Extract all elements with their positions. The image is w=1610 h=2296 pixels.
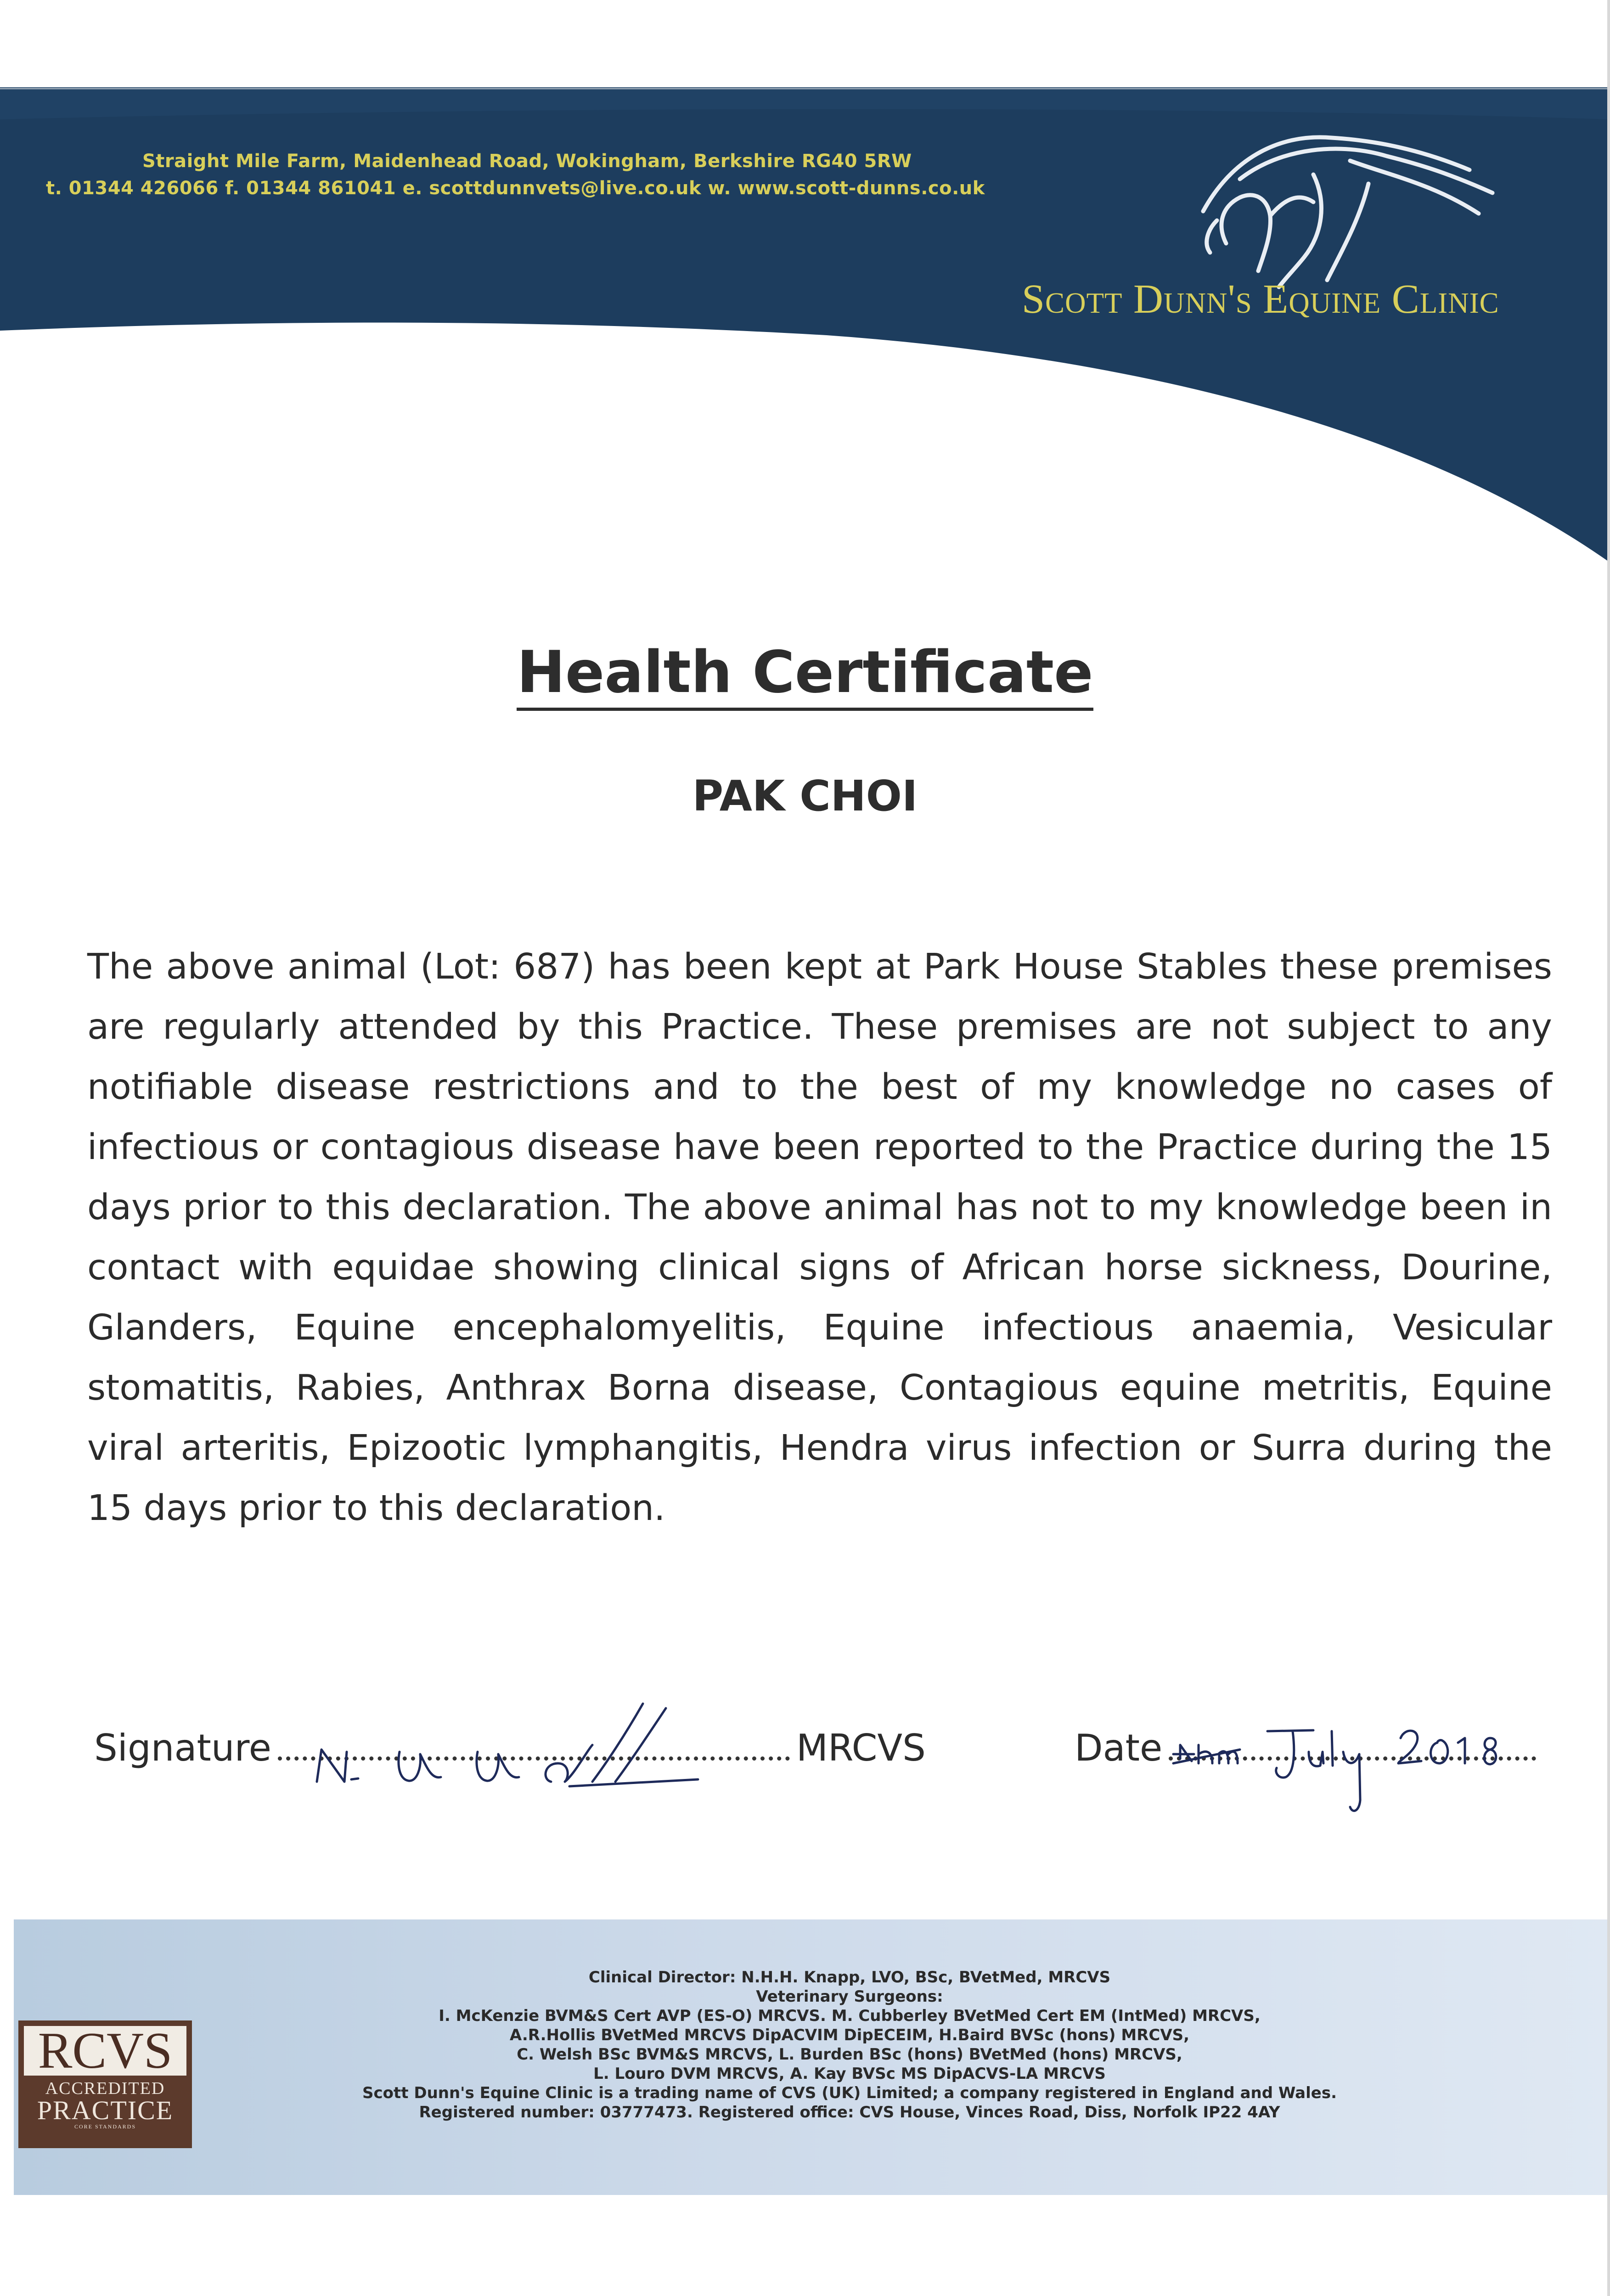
vet-surgeons-line: A.R.Hollis BVetMed MRCVS DipACVIM DipECEIM, H.Baird BVSc (hons) MRCVS, [509, 2026, 1190, 2044]
animal-name: PAK CHOI [692, 771, 918, 821]
vet-surgeons-line: C. Welsh BSc BVM&S MRCVS, L. Burden BSc (hons) BVetMed (hons) MRCVS, [517, 2045, 1182, 2064]
declaration-text: The above animal (Lot: 687) has been kept at Park House Stables these premises are regularly attended by this Practice. These premises are not subject to any notifiable disease restrictions and to the best of my knowledge no cases of infectious or contagious disease have been reported to the Practice during the 15 days prior to this declaration. The above animal has not to my knowledge been in contact with equidae showing clinical signs of African horse sickness, Dourine, Glanders, Equine encephalomyelitis, Equine infectious anaemia, Vesicular stomatitis, Rabies, Anthrax Borna disease, Contagious equine metritis, Equine viral arteritis, Epizootic lymphangitis, Hendra virus infection or Surra during the 15 days prior to this declaration. [87, 946, 1552, 1529]
handwritten-signature [294, 1694, 735, 1800]
horse-head-icon [1176, 106, 1506, 289]
vet-surgeons-heading: Veterinary Surgeons: [756, 1987, 943, 2006]
registration-line: Registered number: 03777473. Registered office: CVS House, Vinces Road, Diss, Norfolk IP22 4AY [419, 2103, 1280, 2122]
vet-surgeons-line: I. McKenzie BVM&S Cert AVP (ES-O) MRCVS. M. Cubberley BVetMed Cert EM (IntMed) MRCVS, [439, 2007, 1261, 2025]
rcvs-accredited-logo [18, 2020, 192, 2148]
rcvs-logo-line3: PRACTICE [37, 2095, 174, 2125]
scan-edge [1607, 0, 1610, 2296]
rcvs-logo-line1: RCVS [24, 2026, 186, 2076]
signature-label: Signature [94, 1727, 271, 1769]
company-info-line: Scott Dunn's Equine Clinic is a trading name of CVS (UK) Limited; a company registered in England and Wales. [362, 2084, 1337, 2102]
rcvs-logo-line4: CORE STANDARDS [74, 2123, 136, 2130]
date-label: Date [1075, 1727, 1163, 1769]
page-title [0, 638, 1610, 706]
vet-surgeons-line: L. Louro DVM MRCVS, A. Kay BVSc MS DipACVS-LA MRCVS [593, 2065, 1106, 2083]
address-line: Straight Mile Farm, Maidenhead Road, Wokingham, Berkshire RG40 5RW [142, 151, 912, 172]
handwritten-date [1171, 1717, 1529, 1828]
title-text: Health Certificate [517, 638, 1093, 711]
signature-suffix: MRCVS [796, 1727, 926, 1769]
rcvs-logo-line2: ACCREDITED [45, 2079, 165, 2098]
contact-line: t. 01344 426066 f. 01344 861041 e. scottdunnvets@live.co.uk w. www.scott-dunns.co.uk [46, 178, 985, 199]
clinical-director-line: Clinical Director: N.H.H. Knapp, LVO, BSc, BVetMed, MRCVS [588, 1968, 1111, 1986]
footer-text [207, 1968, 1492, 2122]
clinic-name: Scott Dunn's Equine Clinic [1022, 276, 1499, 322]
